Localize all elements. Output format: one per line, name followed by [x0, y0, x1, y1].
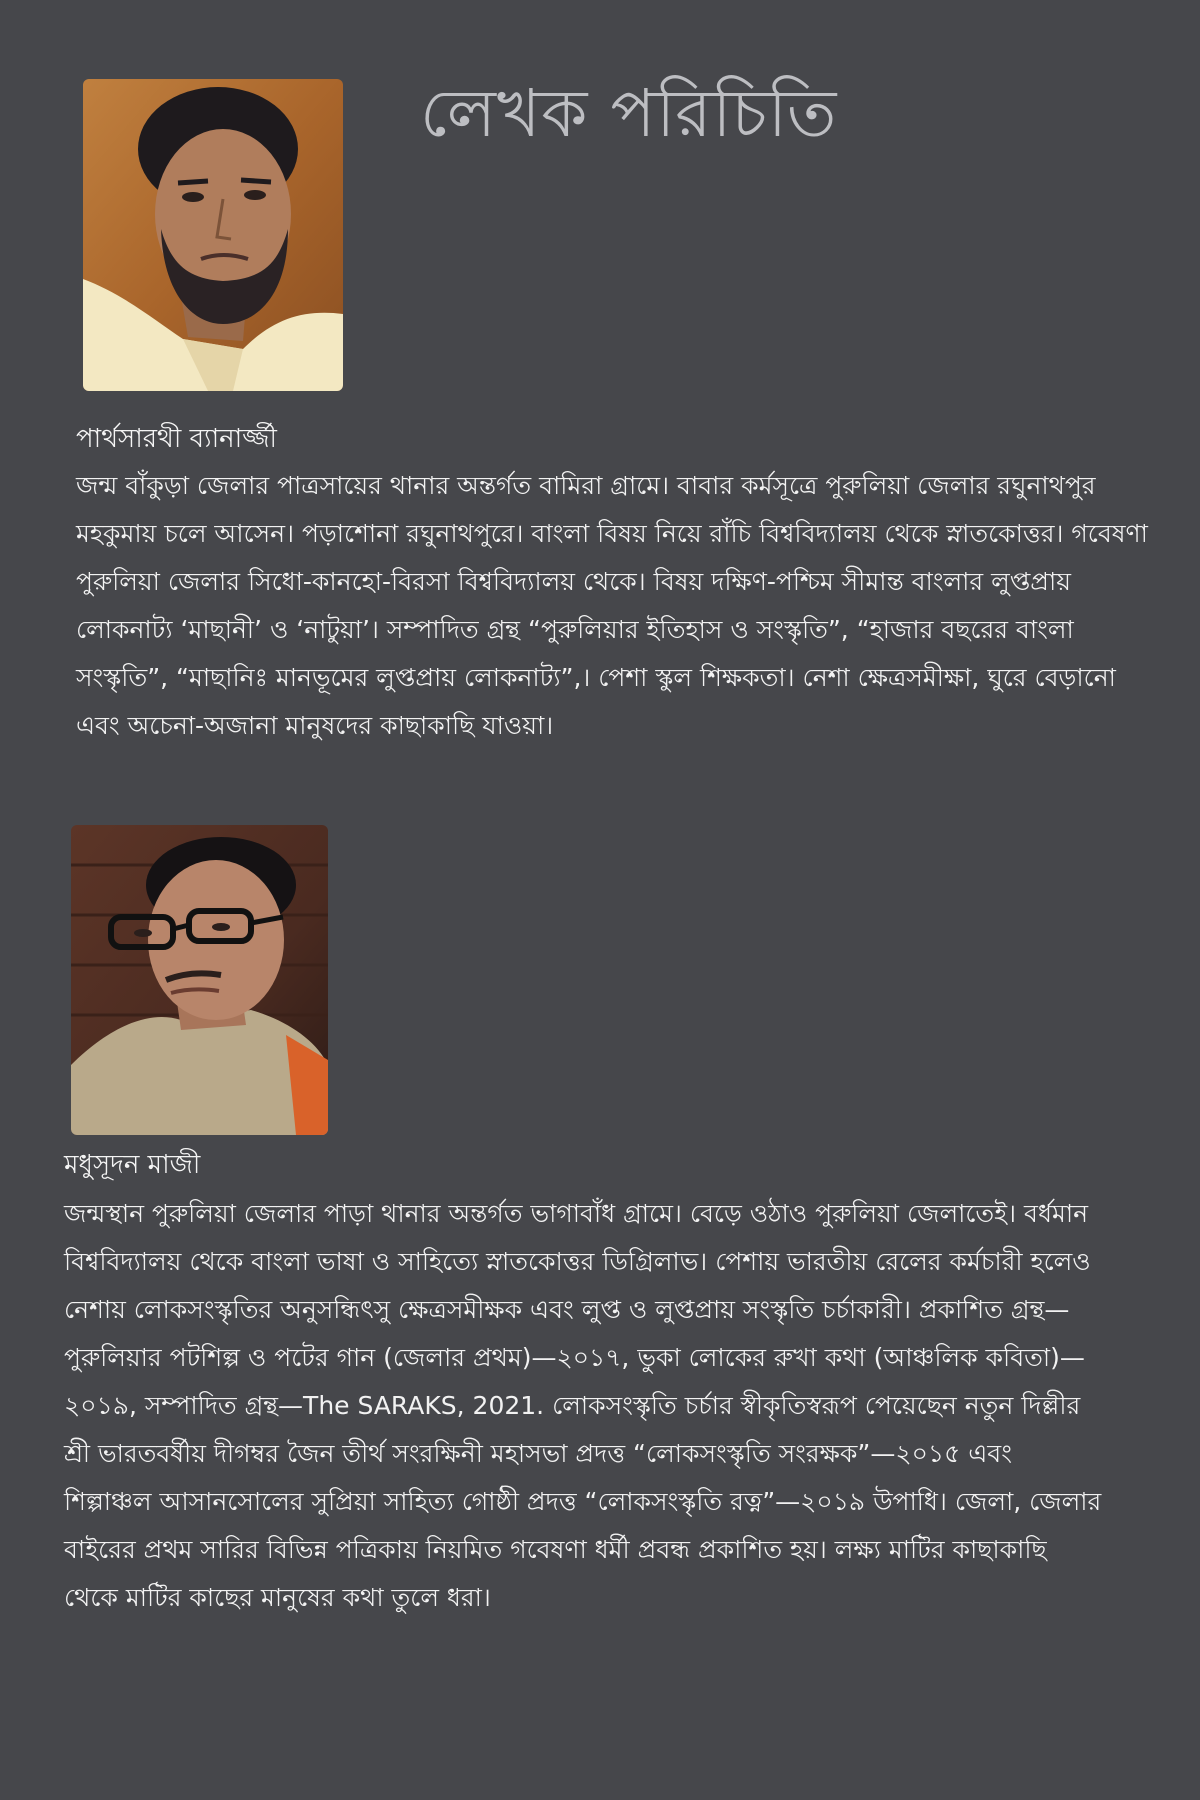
author-bio-2: জন্মস্থান পুরুলিয়া জেলার পাড়া থানার অন্তর্গত ভাগাবাঁধ গ্রামে। বেড়ে ওঠাও পুরুলিয়া জেলাতেই। বর্ধমান বিশ্ববিদ্যালয় থেকে বাংলা ভাষা ও সাহিত্যে স্নাতকোত্তর ডিগ্রিলাভ। পেশায় ভারতীয় রেলের কর্মচারী হলেও নেশায় লোকসংস্কৃতির অনুসন্ধিৎসু ক্ষেত্রসমীক্ষক এবং লুপ্ত ও লুপ্তপ্রায় সংস্কৃতি চর্চাকারী। প্রকাশিত গ্রন্থ—পুরুলিয়ার পটশিল্প ও পটের গান (জেলার প্রথম)—২০১৭, ভুকা লোকের রুখা কথা (আঞ্চলিক কবিতা)—২০১৯, সম্পাদিত গ্রন্থ—The SARAKS, 2021. লোকসংস্কৃতি চর্চার স্বীকৃতিস্বরূপ পেয়েছেন নতুন দিল্লীর শ্রী ভারতবর্ষীয় দীগম্বর জৈন তীর্থ সংরক্ষিনী মহাসভা প্রদত্ত “লোকসংস্কৃতি সংরক্ষক”—২০১৫ এবং শিল্পাঞ্চল আসানসোলের সুপ্রিয়া সাহিত্য গোষ্ঠী প্রদত্ত “লোকসংস্কৃতি রত্ন”—২০১৯ উপাধি। জেলা, জেলার বাইরের প্রথম সারির বিভিন্ন পত্রিকায় নিয়মিত গবেষণা ধর্মী প্রবন্ধ প্রকাশিত হয়। লক্ষ্য মাটির কাছাকাছি থেকে মাটির কাছের মানুষের কথা তুলে ধরা। [64, 1199, 1102, 1612]
author-name-1: পার্থসারথী ব্যানার্জ্জী [76, 424, 277, 454]
author-bio-1: জন্ম বাঁকুড়া জেলার পাত্রসায়ের থানার অন্তর্গত বামিরা গ্রামে। বাবার কর্মসূত্রে পুরুলিয়া জেলার রঘুনাথপুর মহকুমায় চলে আসেন। পড়াশোনা রঘুনাথপুরে। বাংলা বিষয় নিয়ে রাঁচি বিশ্ববিদ্যালয় থেকে স্নাতকোত্তর। গবেষণা পুরুলিয়া জেলার সিধো-কানহো-বিরসা বিশ্ববিদ্যালয় থেকে। বিষয় দক্ষিণ-পশ্চিম সীমান্ত বাংলার লুপ্তপ্রায় লোকনাট্য ‘মাছানী’ ও ‘নাটুয়া’। সম্পাদিত গ্রন্থ “পুরুলিয়ার ইতিহাস ও সংস্কৃতি”, “হাজার বছরের বাংলা সংস্কৃতি”, “মাছানিঃ মানভূমের লুপ্তপ্রায় লোকনাট্য”,। পেশা স্কুল শিক্ষকতা। নেশা ক্ষেত্রসমীক্ষা, ঘুরে বেড়ানো এবং অচেনা-অজানা মানুষদের কাছাকাছি যাওয়া। [76, 471, 1148, 740]
author-photo-1 [83, 79, 343, 391]
author-name-2: মধুসূদন মাজী [64, 1150, 201, 1180]
page-title: লেখক পরিচিতি [420, 75, 838, 152]
author-photo-2 [71, 825, 328, 1135]
